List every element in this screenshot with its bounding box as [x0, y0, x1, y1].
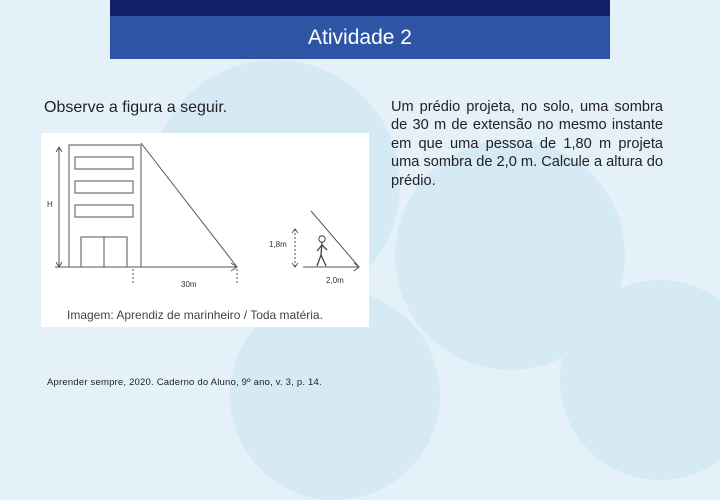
- slide-title: Atividade 2: [308, 25, 412, 49]
- label-building-shadow: 30m: [181, 280, 197, 289]
- person-body: [321, 242, 322, 255]
- person-leg: [317, 255, 321, 266]
- image-credit: Imagem: Aprendiz de marinheiro / Toda matéria.: [67, 308, 323, 322]
- instruction-text: Observe a figura a seguir.: [44, 99, 228, 116]
- person-head: [319, 236, 325, 242]
- person-sun-ray: [311, 211, 359, 267]
- source-caption: Aprender sempre, 2020. Caderno do Aluno, 9º ano, v. 3, p. 14.: [47, 377, 322, 388]
- label-person-shadow: 2,0m: [326, 276, 344, 285]
- title-banner-strip: [110, 0, 610, 16]
- person-arm: [322, 245, 327, 250]
- building-window: [75, 157, 133, 169]
- label-h: H: [47, 200, 53, 209]
- problem-text: Um prédio projeta, no solo, uma sombra de 30 m de extensão no mesmo instante em que uma pessoa de 1,80 m projeta uma sombra de 2,0 m. Calcule a altura do prédio.: [391, 99, 663, 189]
- shadow-figure: [41, 133, 369, 327]
- person-leg: [321, 255, 326, 266]
- title-banner: [110, 0, 610, 59]
- label-person-height: 1,8m: [269, 240, 287, 249]
- building-window: [75, 205, 133, 217]
- building-window: [75, 181, 133, 193]
- building-sun-ray: [141, 143, 237, 267]
- figure-drawing: [41, 133, 369, 327]
